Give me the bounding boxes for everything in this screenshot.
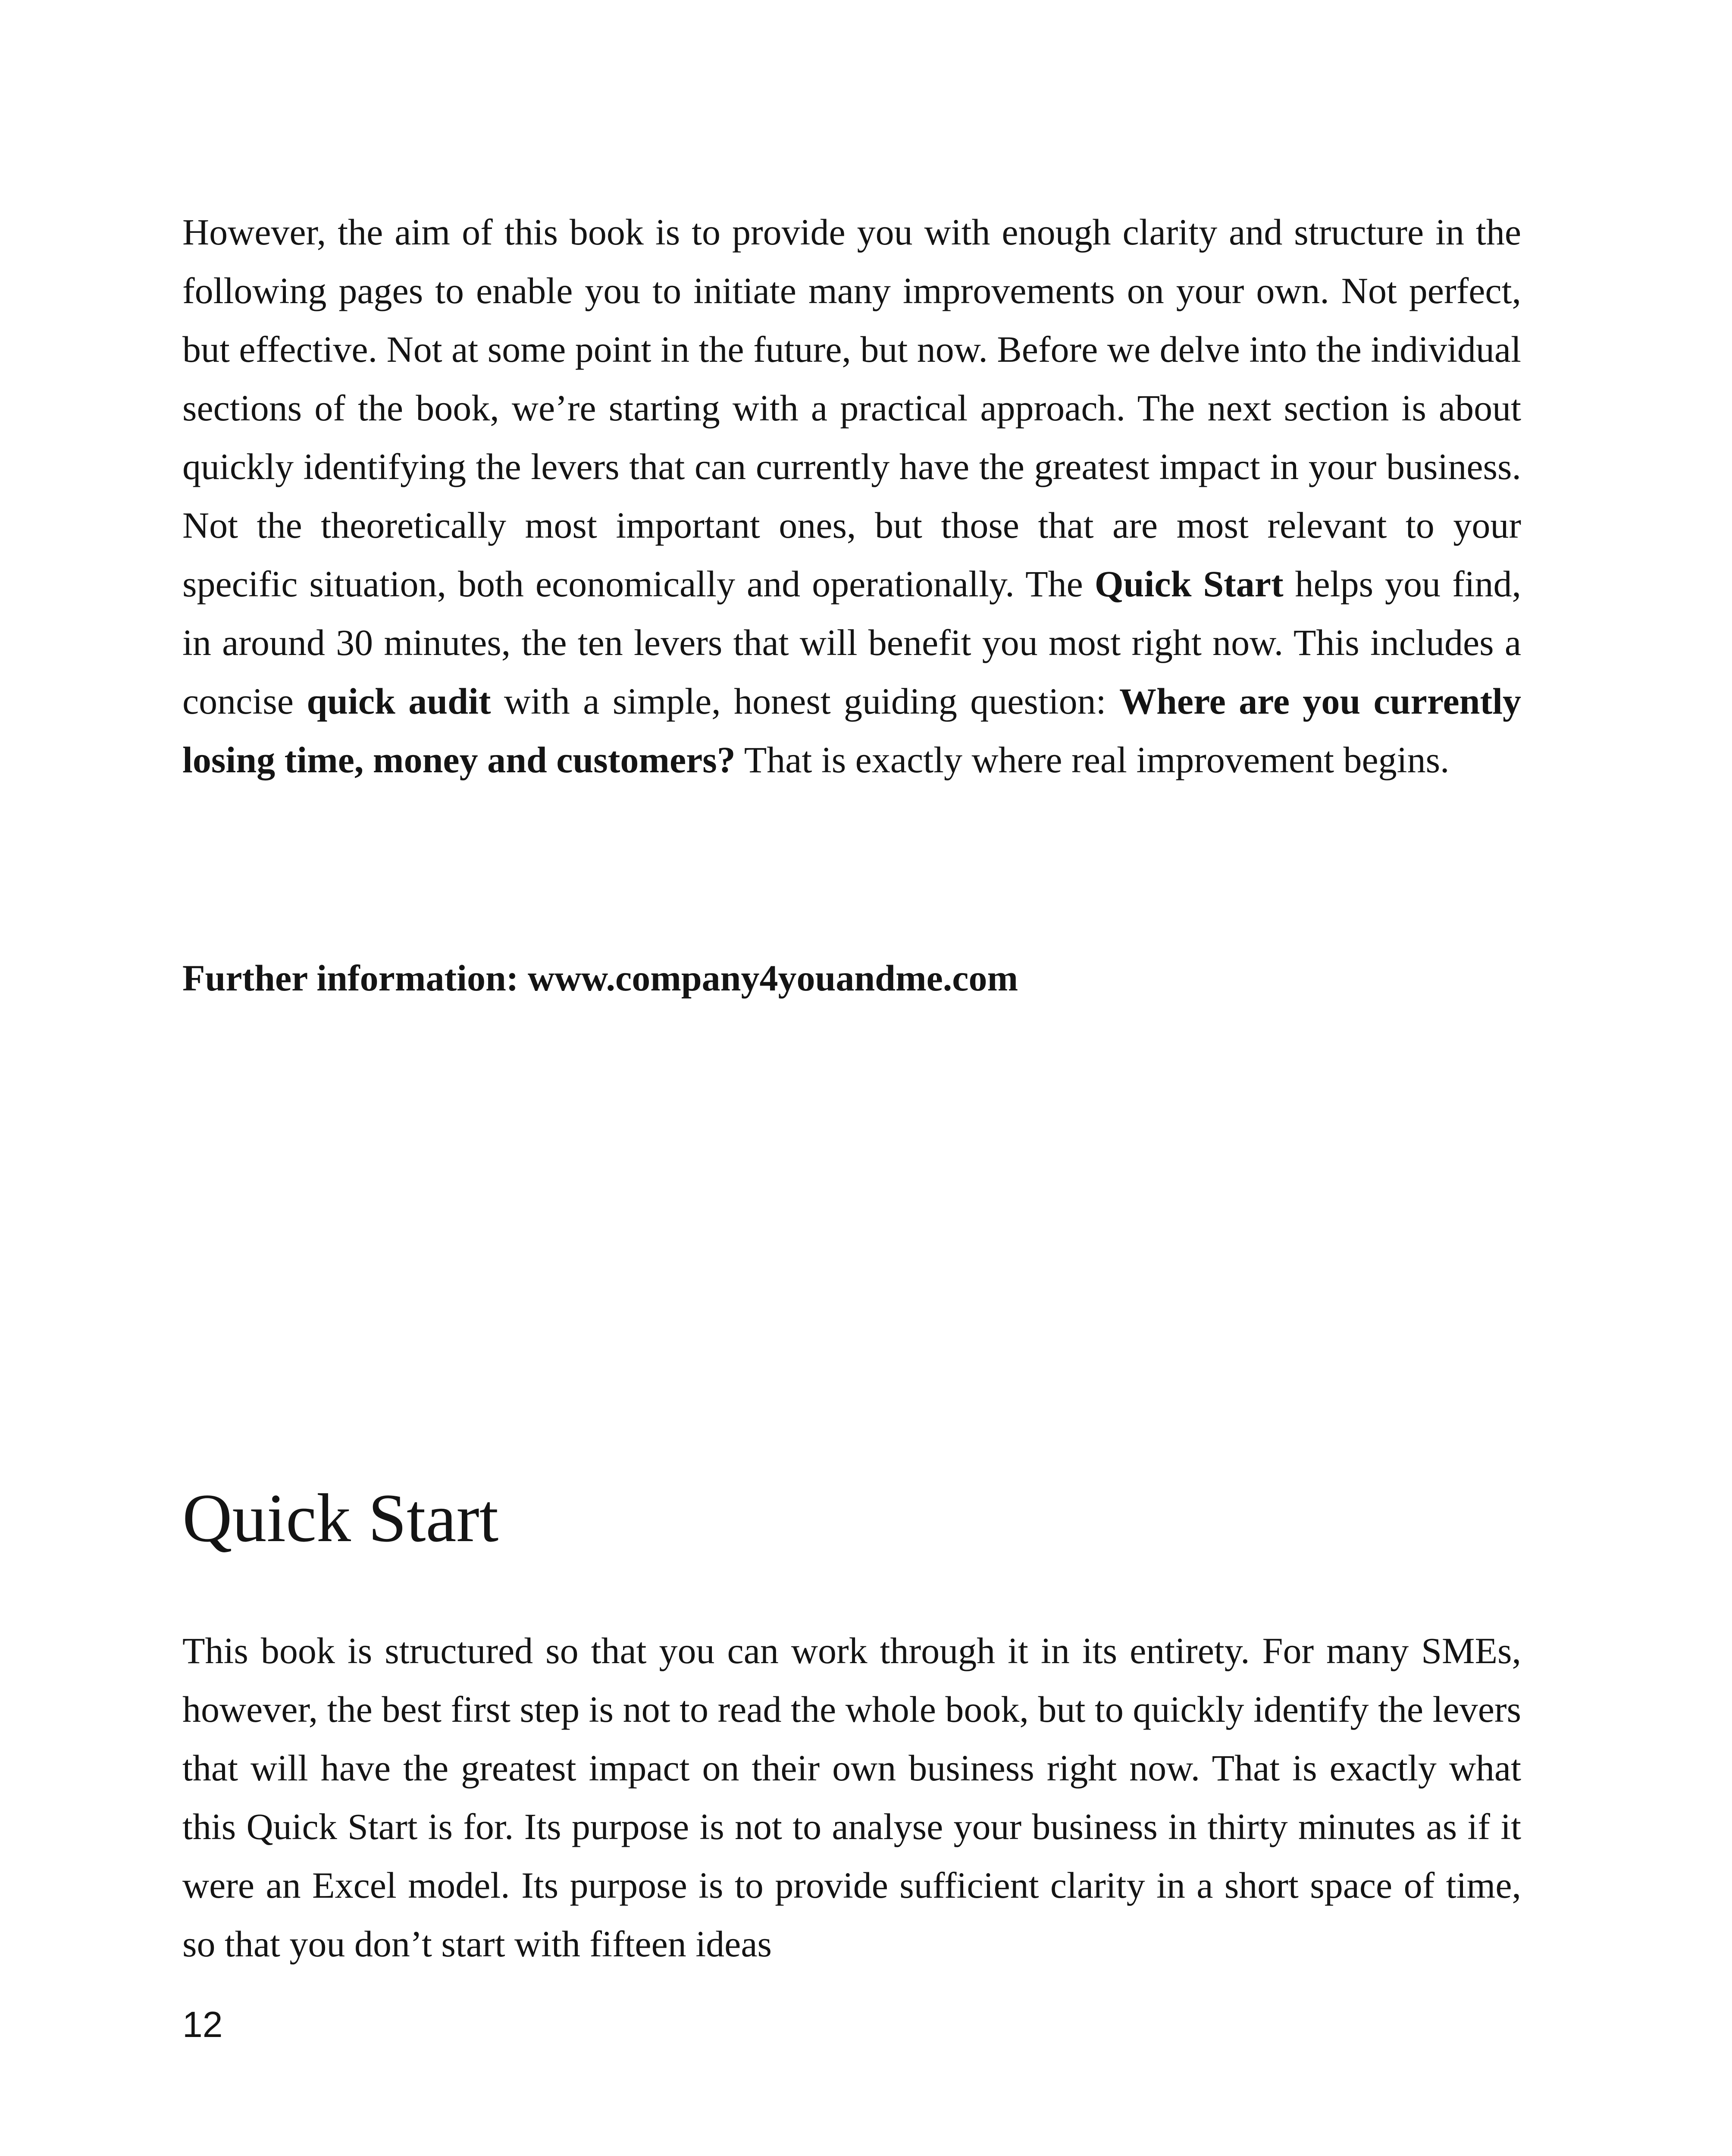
section-heading: Quick Start — [182, 1479, 499, 1556]
quick-start-bold: Quick Start — [1094, 563, 1284, 605]
intro-text-2: helps you find, in around 30 minutes, the ten levers that will benefit you most right now. This includes a concise — [182, 563, 1521, 722]
intro-paragraph — [182, 203, 1521, 789]
quick-start-paragraph: This book is structured so that you can work through it in its entirety. For many SMEs, however, the best first step is not to read the whole book, but to quickly identify the levers that will have the greatest impact on their own business right now. That is exactly what this Quick Start is for. Its purpose is not to analyse your business in thirty minutes as if it were an Excel model. Its purpose is to provide sufficient clarity in a short space of time, so that you don’t start with fifteen ideas — [182, 1630, 1521, 1965]
intro-text-3: with a simple, honest guiding question: — [491, 680, 1119, 722]
quick-audit-bold: quick audit — [307, 680, 491, 722]
intro-text-1: However, the aim of this book is to provide you with enough clarity and structure in the following pages to enable you to initiate many improvements on your own. Not perfect, but effective. Not at some point in the future, but now. Before we delve into the individual sections of the book, we’re starting with a practical approach. The next section is about quickly identifying the levers that can currently have the greatest impact in your business. Not the theoretically most important ones, but those that are most relevant to your specific situation, both economically and operationally. The — [182, 211, 1521, 605]
further-information-line: Further information: www.company4youandme.com — [182, 957, 1018, 999]
page-number: 12 — [182, 2004, 223, 2045]
intro-text-4: That is exactly where real improvement begins. — [735, 739, 1450, 780]
guiding-question-bold: Where are you currently losing time, money and customers? — [182, 680, 1522, 780]
